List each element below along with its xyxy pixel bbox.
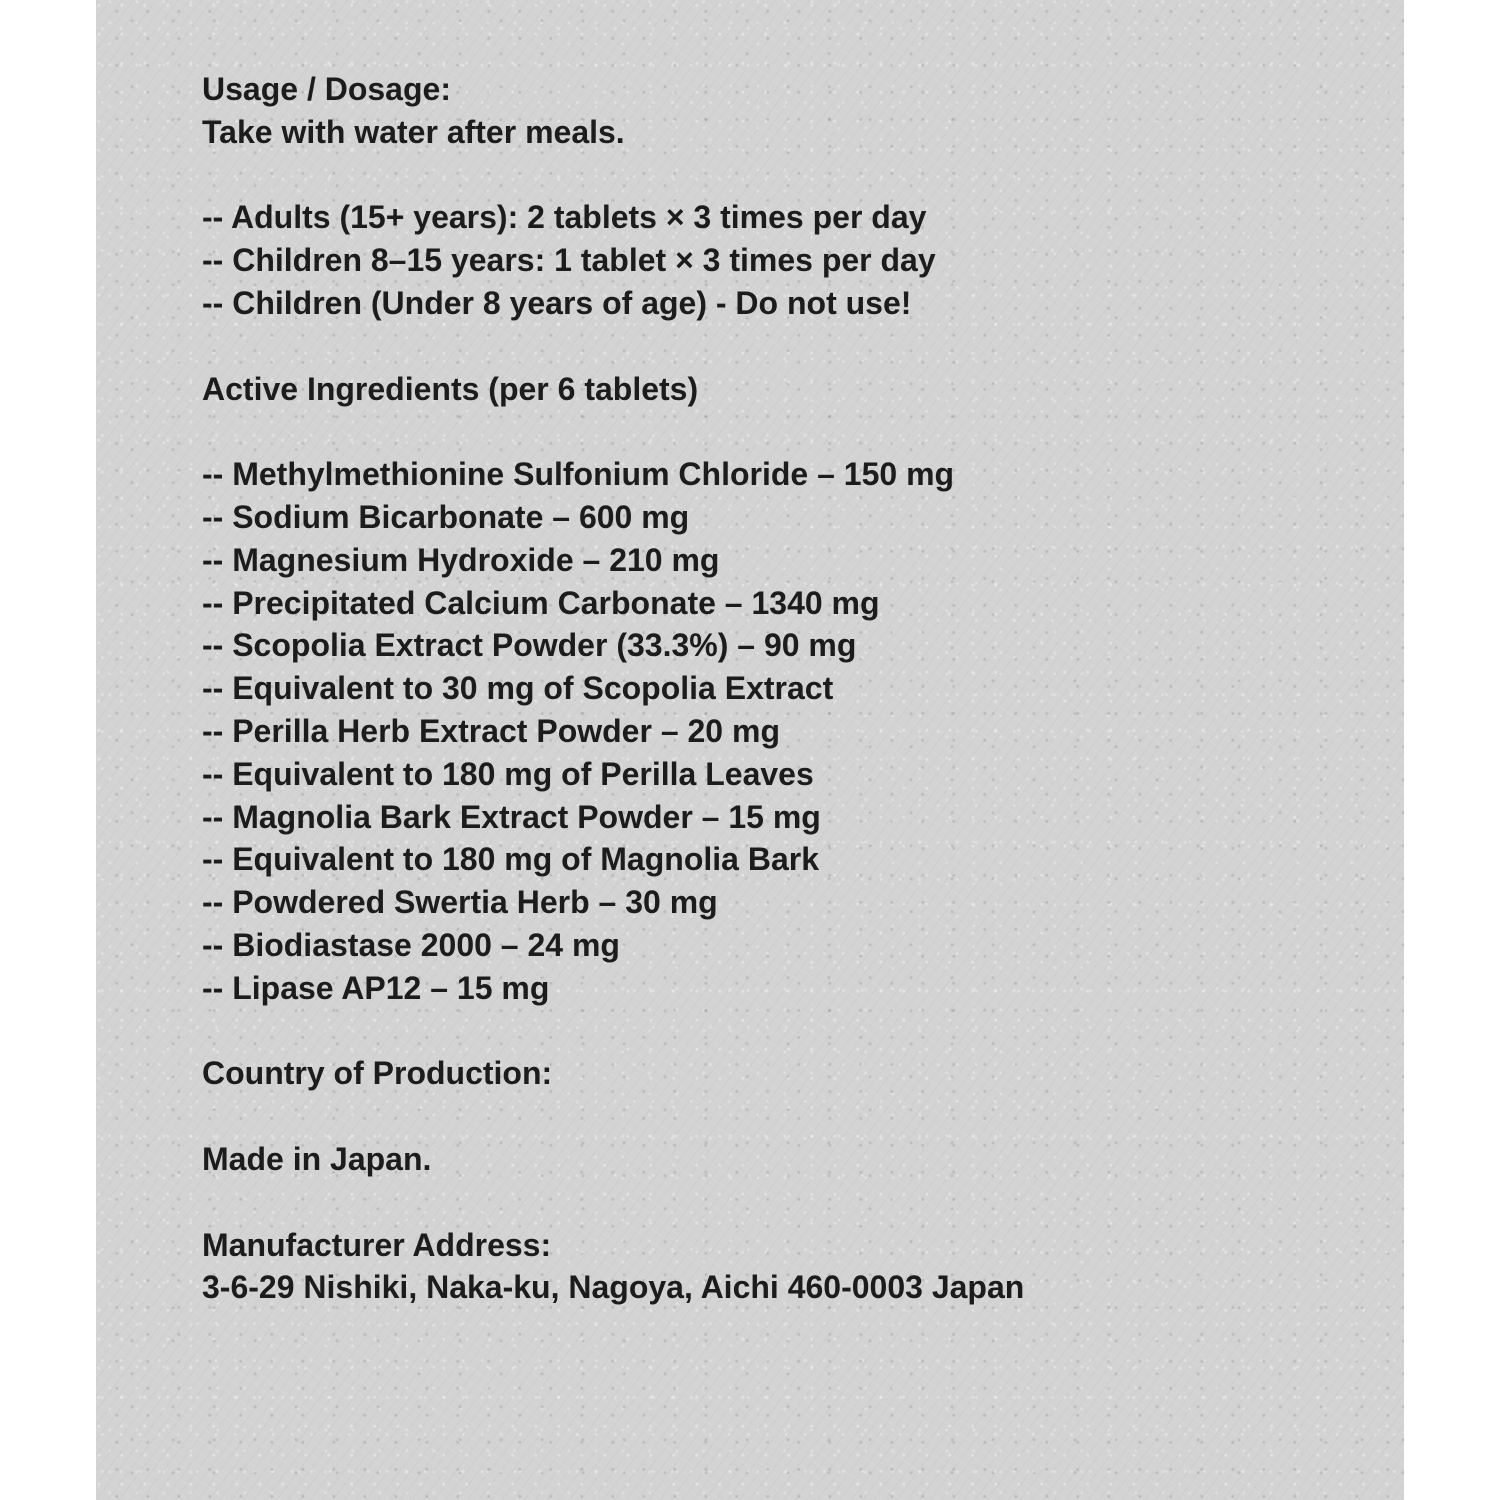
- ingredient-line: -- Scopolia Extract Powder (33.3%) – 90 mg: [202, 627, 857, 664]
- ingredient-line: -- Magnolia Bark Extract Powder – 15 mg: [202, 798, 821, 835]
- ingredient-line: -- Equivalent to 30 mg of Scopolia Extract: [202, 670, 834, 707]
- ingredient-line: -- Powdered Swertia Herb – 30 mg: [202, 884, 718, 921]
- ingredient-line: -- Methylmethionine Sulfonium Chloride – 150 mg: [202, 456, 955, 493]
- ingredient-line: -- Sodium Bicarbonate – 600 mg: [202, 498, 690, 535]
- dosage-line: -- Children (Under 8 years of age) - Do not use!: [202, 284, 912, 321]
- ingredient-line: -- Equivalent to 180 mg of Perilla Leaves: [202, 755, 814, 792]
- spacer: [202, 1010, 1382, 1053]
- spacer: [202, 154, 1382, 197]
- usage-instruction: Take with water after meals.: [202, 113, 625, 150]
- manufacturer-address: 3-6-29 Nishiki, Naka-ku, Nagoya, Aichi 460-0003 Japan: [202, 1269, 1025, 1306]
- spacer: [202, 410, 1382, 453]
- ingredient-line: -- Equivalent to 180 mg of Magnolia Bark: [202, 841, 819, 878]
- label-text-block: [202, 68, 1382, 1309]
- spacer: [202, 325, 1382, 368]
- ingredient-line: -- Magnesium Hydroxide – 210 mg: [202, 541, 720, 578]
- ingredient-line: -- Biodiastase 2000 – 24 mg: [202, 926, 620, 963]
- usage-heading: Usage / Dosage:: [202, 71, 451, 107]
- dosage-line: -- Children 8–15 years: 1 tablet × 3 times per day: [202, 242, 936, 279]
- dosage-line: -- Adults (15+ years): 2 tablets × 3 times per day: [202, 199, 927, 236]
- spacer: [202, 1181, 1382, 1224]
- ingredient-line: -- Perilla Herb Extract Powder – 20 mg: [202, 712, 780, 749]
- ingredient-line: -- Precipitated Calcium Carbonate – 1340 mg: [202, 584, 880, 621]
- production-value: Made in Japan.: [202, 1140, 432, 1177]
- manufacturer-heading: Manufacturer Address:: [202, 1226, 552, 1263]
- ingredient-line: -- Lipase AP12 – 15 mg: [202, 969, 550, 1006]
- ingredients-heading: Active Ingredients (per 6 tablets): [202, 370, 699, 407]
- production-heading: Country of Production:: [202, 1055, 553, 1092]
- spacer: [202, 1095, 1382, 1138]
